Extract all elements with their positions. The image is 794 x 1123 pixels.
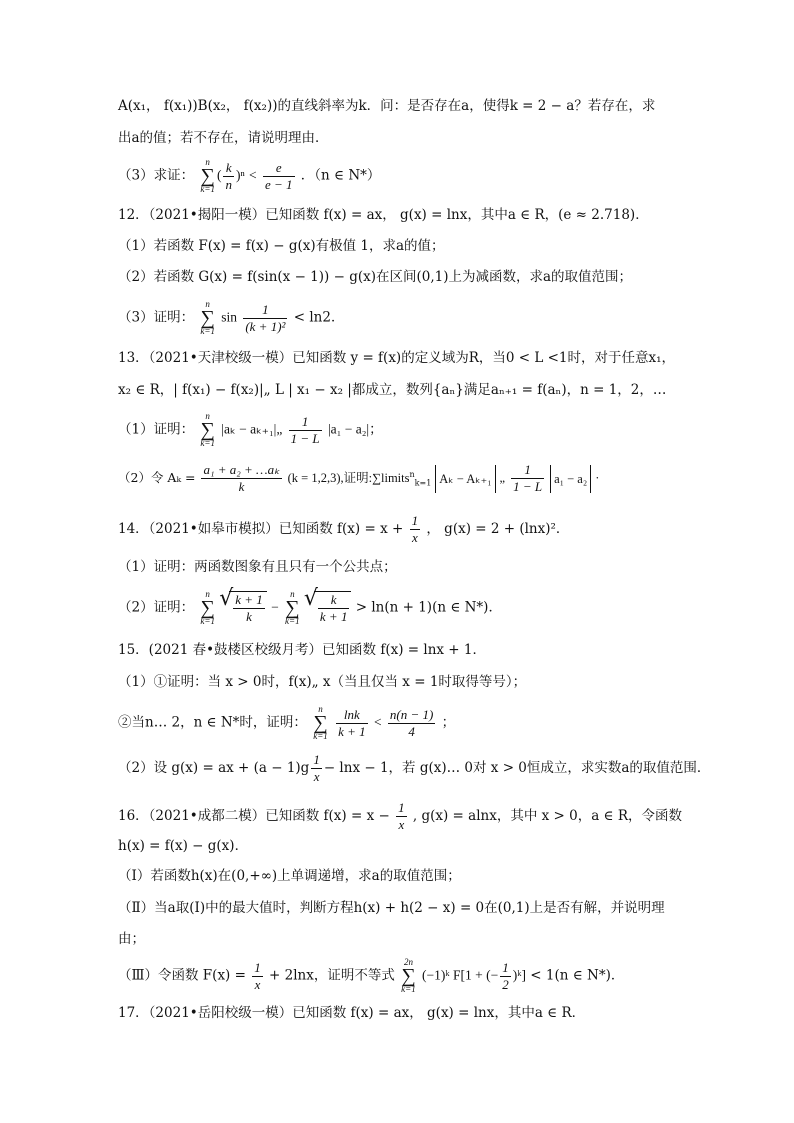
fraction: $\frac{e}{e - 1}$ (264, 159, 293, 192)
text-line: 出a的值；若不存在，请说明理由． (118, 130, 329, 146)
square-root: √ $\frac{k}{k + 1}$ (314, 591, 352, 625)
problem-13-heading: 13．（2021•天津校级一模）已知函数 y = f(x)的定义域为R，当0 < L <1时，对于任意x₁， (118, 350, 676, 366)
summation: n ∑ k=1 (200, 299, 215, 336)
text-span: ②当n… 2，n ∈ N*时，证明： (118, 714, 307, 731)
text-span: （Ⅲ）令函数 F(x) = (118, 967, 246, 984)
problem-16-heading (118, 800, 754, 833)
fraction: $\frac{\ln k}{k + 1}$ (338, 706, 366, 739)
text-span: < ln2． (293, 309, 345, 326)
summation: 2n ∑ k=1 (401, 957, 416, 994)
fraction: $\frac{1}{x}$ (411, 513, 419, 545)
problem-16-part-3: （Ⅲ）令函数 F(x) = $\frac{1}{x}$ + 2lnx，证明不等式 2n ∑ k=1 (−1)ᵏ F[1 + (− $\frac{1}{2}$ )ᵏ] < 1(n ∈ N*)． (118, 957, 625, 994)
summation: n ∑ k=1 (313, 704, 328, 741)
text-line: A(x₁， f(x₁))B(x₂， f(x₂))的直线斜率为k．问：是否存在a，使得k = 2 − a？若存在，求 (118, 98, 656, 114)
problem-12-heading: 12．（2021•揭阳一模）已知函数 f(x) = ax， g(x) = lnx，其中a ∈ R，(e ≈ 2.718)． (118, 207, 649, 223)
problem-13-part-1: （1）证明： n ∑ k=1 |aₖ − aₖ₊₁|„ $\frac{1}{1 - L}$ |a₁ − a₂|； (118, 411, 383, 448)
text-span: （2）设 g(x) = ax + (a − 1)g (118, 760, 310, 776)
text-line: （2）若函数 G(x) = f(sin(x − 1)) − g(x)在区间(0,1)上为减函数，求a的取值范围； (118, 269, 633, 285)
text-span: 14．（2021•如皋市模拟）已知函数 f(x) = x + (118, 521, 404, 537)
fraction: $\frac{1}{1 - L}$ (513, 462, 543, 494)
text-line: （1）若函数 F(x) = f(x) − g(x)有极值 1，求a的值； (118, 238, 445, 254)
fraction: $\frac{1}{\text{(k + 1)²}}$ (245, 301, 286, 334)
summation: n ∑ k=1 (285, 589, 300, 626)
text-line: （Ⅰ）若函数h(x)在(0,+∞)上单调递增，求a的取值范围； (118, 868, 461, 884)
text-span: , g(x) = alnx，其中 x > 0，a ∈ R，令函数 (412, 808, 683, 824)
text-span: ； (441, 714, 456, 731)
fraction: $\frac{1}{x}$ (313, 752, 320, 784)
text-line: h(x) = f(x) − g(x)． (118, 838, 249, 854)
fraction: $\frac{n(n - 1)}{4}$ (389, 706, 434, 739)
text-span: （3）求证： (118, 167, 195, 184)
text-span: − lnx − 1，若 g(x)… 0对 x > 0恒成立，求实数a的取值范围． (323, 760, 711, 776)
problem-11-part-3: （3）求证： n ∑ k=1 ( $\frac{k}{n}$ )ⁿ < $\frac{e}{e - 1}$ ．（n ∈ N*） (118, 157, 381, 194)
problem-13-part-2: （2）令 Aₖ = $\frac{\text{a₁ + a₂ + …aₖ}}{k}$ (k = 1,2,3),证明:∑limits$^n_{k=1}$ Aₖ − Aₖ₊₁ „ $\frac{1}{1 - L}$ a₁ − a₂ · (118, 462, 600, 494)
summation: n ∑ k=1 (200, 411, 215, 448)
square-root: √ $\frac{k + 1}{k}$ (229, 591, 267, 625)
text-line: （1）①证明：当 x > 0时，f(x)„ x（当且仅当 x = 1时取得等号）； (118, 674, 527, 690)
text-span: < 1(n ∈ N*)． (530, 967, 625, 984)
fraction: $\frac{1}{2}$ (502, 959, 509, 992)
summation: n ∑ k=1 (200, 157, 215, 194)
text-line: x₂ ∈ R，| f(x₁) − f(x₂)|„ L | x₁ − x₂ |都成立，数列{aₙ}满足aₙ₊₁ = f(aₙ)，n = 1，2，… (118, 382, 667, 398)
problem-15-part-2 (118, 752, 754, 785)
fraction: $\frac{1}{x}$ (254, 959, 261, 992)
problem-14-heading (118, 513, 754, 546)
summation: n ∑ k=1 (200, 589, 215, 626)
fraction: $\frac{\text{a₁ + a₂ + …aₖ}}{k}$ (203, 462, 280, 494)
fraction: $\frac{k}{n}$ (225, 159, 232, 192)
text-span: > ln(n + 1)(n ∈ N*)． (355, 599, 502, 616)
text-span: （3）证明： (118, 309, 195, 326)
fraction: $\frac{1}{1 - L}$ (290, 413, 320, 446)
text-span: + 2lnx，证明不等式 (269, 967, 395, 984)
text-span: （2）证明： (118, 599, 195, 616)
text-line: （Ⅱ）当a取(I)中的最大值时，判断方程h(x) + h(2 − x) = 0在(0,1)上是否有解，并说明理 (118, 900, 665, 916)
problem-17-heading: 17．（2021•岳阳校级一模）已知函数 f(x) = ax， g(x) = lnx，其中a ∈ R． (118, 1005, 586, 1021)
text-span: ， g(x) = 2 + (lnx)²． (426, 521, 570, 537)
text-line: 由； (118, 931, 145, 947)
problem-12-part-3: （3）证明： n ∑ k=1 sin $\frac{1}{\text{(k + 1)²}}$ < ln2． (118, 299, 345, 336)
fraction: $\frac{1}{x}$ (398, 800, 405, 832)
text-span: （2）令 Aₖ = (118, 470, 196, 485)
problem-15-part-1b: ②当n… 2，n ∈ N*时，证明： n ∑ k=1 $\frac{\ln k}{k + 1}$ < $\frac{n(n - 1)}{4}$ ； (118, 704, 456, 741)
problem-14-part-2: （2）证明： n ∑ k=1 √ $\frac{k + 1}{k}$ − n ∑ k=1 √ $\frac{k}{k + 1}$ > ln(n + 1)(n ∈ N*)． (118, 590, 754, 626)
text-line: （1）证明：两函数图象有且只有一个公共点； (118, 559, 397, 575)
problem-15-heading: 15．(2021 春•鼓楼区校级月考）已知函数 f(x) = lnx + 1． (118, 642, 486, 658)
text-span: （1）证明： (118, 421, 195, 438)
text-span: ．（n ∈ N*） (300, 167, 381, 184)
text-span: 16．（2021•成都二模）已知函数 f(x) = x − (118, 808, 390, 824)
